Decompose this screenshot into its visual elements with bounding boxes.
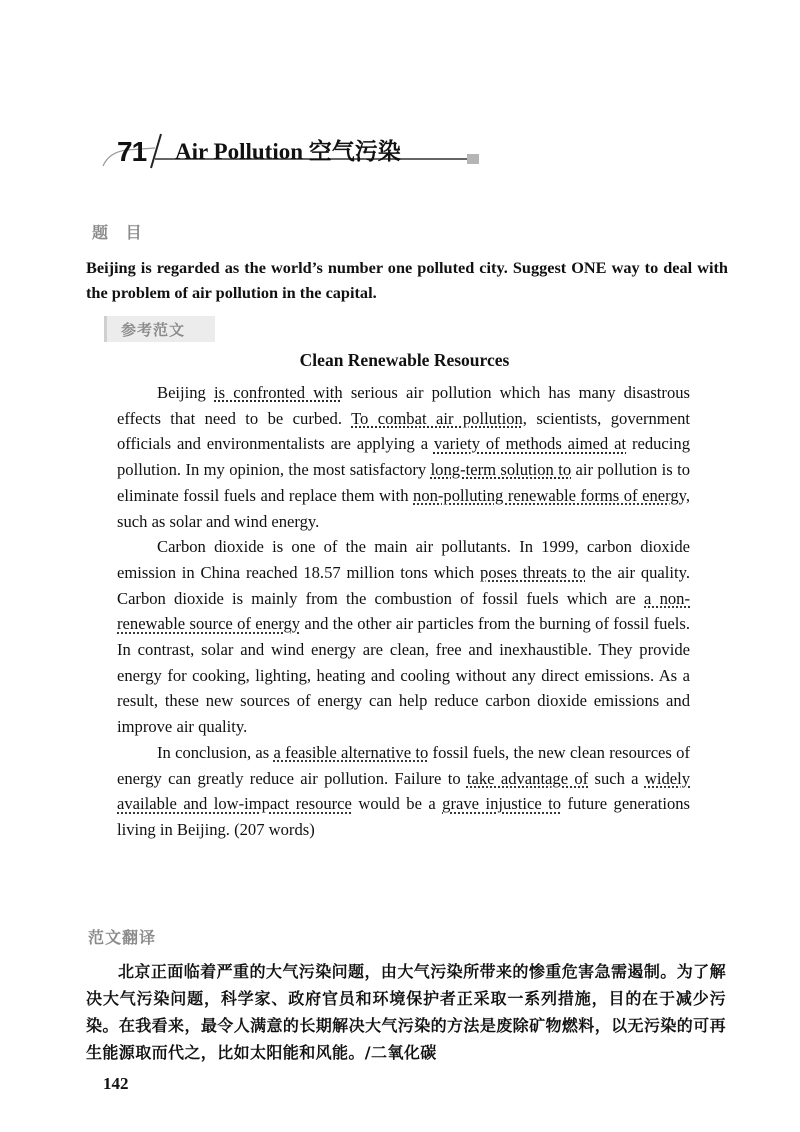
key-phrase: a non-renewable source of energy [117, 588, 690, 634]
essay-text: In conclusion, as [157, 742, 274, 762]
translation-paragraph: 北京正面临着严重的大气污染问题，由大气污染所带来的惨重危害急需遏制。为了解决大气污染问题，科学家、政府官员和环境保护者正采取一系列措施，目的在于减少污染。在我看来，最令人满意的长期解决大气污染的方法是废除矿物燃料，以无污染的可再生能源取而代之，比如太阳能和风能。/二氧化碳 [86, 962, 726, 1062]
topic-label: 题 目 [92, 223, 148, 242]
essay-body [117, 380, 690, 843]
essay-text: reducing pollution. In my opinion, the most satisfactory [117, 434, 691, 480]
key-phrase: variety of methods aimed at [433, 434, 627, 454]
essay-text: air pollution is to eliminate fossil fuels and replace them with [117, 460, 690, 505]
essay-paragraph-2 [117, 534, 690, 740]
essay-text: , such as solar and wind energy. [117, 485, 691, 531]
essay-text: future generations living in Beijing. (207 words) [117, 794, 691, 839]
key-phrase: To combat air pollution [351, 408, 523, 428]
essay-text: serious air pollution which has many disastrous effects that need to be curbed. [117, 383, 690, 428]
key-phrase: non-polluting renewable forms of energy [413, 485, 686, 505]
key-phrase: a feasible alternative to [273, 742, 429, 762]
essay-text: , scientists, government officials and environmentalists are applying a [117, 408, 690, 454]
model-essay-label-box [104, 316, 215, 342]
essay-text: fossil fuels, the new clean resources of energy can greatly reduce air pollution. Failure to [117, 742, 690, 788]
key-phrase: poses threats to [480, 562, 586, 582]
essay-text: such a [588, 768, 645, 788]
essay-paragraph-3 [117, 740, 690, 843]
key-phrase: long-term solution to [430, 460, 572, 480]
essay-title: Clean Renewable Resources [299, 350, 510, 370]
page-number: 142 [103, 1074, 129, 1093]
essay-text: would be a [351, 794, 443, 814]
essay-text: and the other air particles from the burning of fossil fuels. In contrast, solar and wind energy are clean, free and inexhaustible. They provide energy for cooking, lighting, heating and cooling without any direct emissions. As a result, these new sources of energy can help reduce carbon dioxide emissions and improve air quality. [117, 614, 690, 737]
translation-body [86, 958, 726, 1066]
translation-label: 范文翻译 [88, 928, 157, 947]
essay-text: Carbon dioxide is one of the main air pollutants. In 1999, carbon dioxide emission in China reached 18.57 million tons which [117, 537, 690, 582]
key-phrase: is confronted with [214, 383, 343, 402]
key-phrase: grave injustice to [442, 794, 562, 814]
key-phrase: take advantage of [466, 768, 589, 788]
essay-prompt: Beijing is regarded as the world’s number one polluted city. Suggest ONE way to deal with the problem of air pollution in the capital. [86, 258, 728, 302]
unit-header [95, 128, 485, 178]
model-essay-label: 参考范文 [121, 321, 186, 339]
essay-text: Beijing [157, 383, 214, 402]
unit-title: Air Pollution 空气污染 [175, 139, 401, 164]
unit-number: 71 [117, 136, 147, 167]
essay-text: the air quality. Carbon dioxide is mainly from the combustion of fossil fuels which are [117, 562, 690, 608]
essay-paragraph-1 [117, 380, 690, 534]
key-phrase: widely available and low-impact resource [117, 768, 691, 814]
